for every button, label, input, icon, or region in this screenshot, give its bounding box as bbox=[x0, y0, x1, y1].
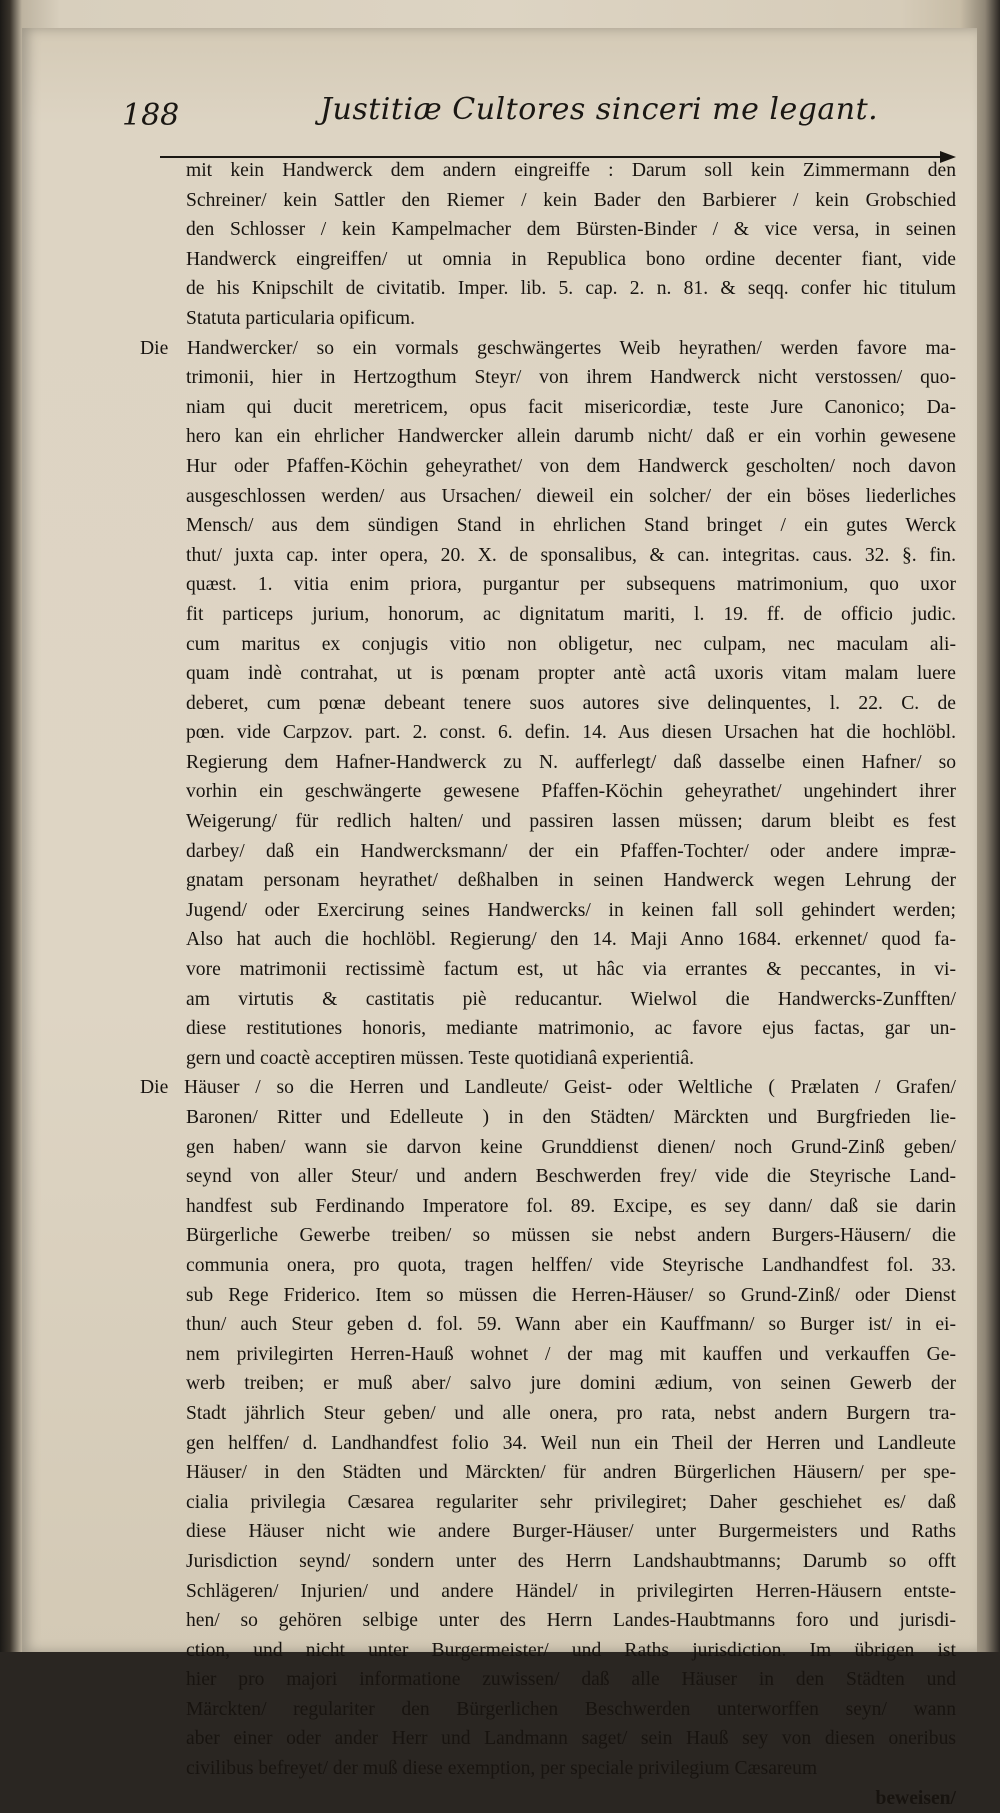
text-line: Weigerung/ für redlich halten/ und passiren lassen müssen; darum bleibt es fest bbox=[186, 811, 956, 833]
text-line: thut/ juxta cap. inter opera, 20. X. de sponsalibus, & can. integritas. caus. 32. §. fin. bbox=[186, 544, 956, 566]
text-line: Also hat auch die hochlöbl. Regierung/ den 14. Maji Anno 1684. erkennet/ quod fa- bbox=[186, 929, 956, 951]
text-line: diese restitutiones honoris, mediante matrimonio, ac favore ejus factas, gar un- bbox=[186, 1018, 956, 1040]
text-line: mit kein Handwerck dem andern eingreiffe : Darum soll kein Zimmermann den bbox=[186, 160, 956, 181]
text-line: fit particeps jurium, honorum, ac dignitatum mariti, l. 19. ff. de officio judic. bbox=[186, 603, 956, 625]
text-line: seynd von aller Steur/ und andern Beschwerden frey/ vide die Steyrische Land- bbox=[186, 1166, 956, 1188]
text-line: am virtutis & castitatis piè reducantur. Wielwol die Handwercks-Zunfften/ bbox=[186, 988, 956, 1010]
body-text bbox=[140, 156, 956, 1813]
text-line: handfest sub Ferdinando Imperatore fol. 89. Excipe, es sey dann/ daß sie darin bbox=[186, 1195, 956, 1217]
text-line: Märckten/ regulariter den Bürgerlichen Beschwerden unterworffen seyn/ wann bbox=[186, 1698, 956, 1720]
text-line: werb treiben; er muß aber/ salvo jure domini ædium, von seinen Gewerb der bbox=[186, 1373, 956, 1395]
text-line: den Schlosser / kein Kampelmacher dem Bürsten-Binder / & vice versa, in seinen bbox=[186, 219, 956, 241]
paragraph-continuation bbox=[140, 156, 956, 334]
text-line: Häuser/ in den Städten und Märckten/ für andren Bürgerlichen Häusern/ per spe- bbox=[186, 1462, 956, 1484]
text-line: diese Häuser nicht wie andere Burger-Häuser/ unter Burgermeisters und Raths bbox=[186, 1521, 956, 1543]
running-head-title: Justitiæ Cultores sinceri me legant. bbox=[320, 92, 879, 127]
book-page bbox=[22, 28, 977, 1809]
text-line: quæst. 1. vitia enim priora, purgantur per subsequens matrimonium, quo uxor bbox=[186, 574, 956, 596]
text-line: Schlägeren/ Injurien/ und andere Händel/ in privilegirten Herren-Häusern entste- bbox=[186, 1580, 956, 1602]
text-line: Hur oder Pfaffen-Köchin geheyrathet/ von dem Handwerck gescholten/ noch davon bbox=[186, 455, 956, 477]
text-line: pœn. vide Carpzov. part. 2. const. 6. defin. 14. Aus diesen Ursachen hat die hochlöbl. bbox=[186, 722, 956, 744]
text-line: trimonii, hier in Hertzogthum Steyr/ von ihrem Handwerck nicht verstossen/ quo- bbox=[186, 367, 956, 389]
text-line: cialia privilegia Cæsarea regulariter sehr privilegiret; Daher geschiehet es/ daß bbox=[186, 1491, 956, 1513]
text-line: hen/ so gehören selbige unter des Herrn Landes-Haubtmanns foro und jurisdi- bbox=[186, 1610, 956, 1632]
running-head bbox=[22, 28, 977, 168]
text-line: hero kan ein ehrlicher Handwercker allein darumb nicht/ daß er ein vorhin gewesene bbox=[186, 426, 956, 448]
text-line: Die Handwercker/ so ein vormals geschwängertes Weib heyrathen/ werden favore ma- bbox=[140, 337, 956, 359]
text-line: deberet, cum pœnæ debeant tenere suos autores sive delinquentes, l. 22. C. de bbox=[186, 692, 956, 714]
text-line: civilibus befreyet/ der muß diese exemption, per speciale privilegium Cæsareum bbox=[186, 1758, 818, 1780]
text-line: gern und coactè acceptiren müssen. Teste quotidianâ experientiâ. bbox=[186, 1047, 695, 1069]
text-line: Regierung dem Hafner-Handwerck zu N. aufferlegt/ daß dasselbe einen Hafner/ so bbox=[186, 751, 956, 773]
text-line: Statuta particularia opificum. bbox=[186, 307, 416, 329]
text-line: de his Knipschilt de civitatib. Imper. lib. 5. cap. 2. n. 81. & seqq. confer hic titulum bbox=[186, 278, 956, 300]
text-line: Stadt jährlich Steur geben/ und alle onera, pro rata, nebst andern Burgern tra- bbox=[186, 1402, 956, 1424]
text-line: Handwerck eingreiffen/ ut omnia in Republica bono ordine decenter fiant, vide bbox=[186, 248, 956, 270]
paragraph-haeuser bbox=[140, 1073, 956, 1783]
text-line: Bürgerliche Gewerbe treiben/ so müssen sie nebst andern Burgers-Häusern/ die bbox=[186, 1225, 956, 1247]
catchword: beweisen/ bbox=[875, 1787, 956, 1809]
text-line: communia onera, pro quota, tragen helffen/ vide Steyrische Landhandfest fol. 33. bbox=[186, 1254, 956, 1276]
text-line: quam indè contrahat, ut is pœnam propter antè actâ uxoris vitam malam luere bbox=[186, 663, 956, 685]
text-line: Schreiner/ kein Sattler den Riemer / kein Bader den Barbierer / kein Grobschied bbox=[186, 189, 956, 211]
text-line: ausgeschlossen werden/ aus Ursachen/ dieweil ein solcher/ der ein böses liederliches bbox=[186, 485, 956, 507]
text-line: thun/ auch Steur geben d. fol. 59. Wann aber ein Kauffmann/ so Burger ist/ in ei- bbox=[186, 1314, 956, 1336]
text-line: nem privilegirten Herren-Hauß wohnet / der mag mit kauffen und verkauffen Ge- bbox=[186, 1343, 956, 1365]
text-line: cum maritus ex conjugis vitio non obligetur, nec culpam, nec maculam ali- bbox=[186, 633, 956, 655]
text-line: hier pro majori informatione zuwissen/ daß alle Häuser in den Städten und bbox=[186, 1669, 956, 1691]
text-line: sub Rege Friderico. Item so müssen die Herren-Häuser/ so Grund-Zinß/ oder Dienst bbox=[186, 1284, 956, 1306]
text-line: Jugend/ oder Exercirung seines Handwercks/ in keinen fall soll gehindert werden; bbox=[186, 899, 956, 921]
text-line: Jurisdiction seynd/ sondern unter des Herrn Landshaubtmanns; Darumb so offt bbox=[186, 1550, 956, 1572]
text-line: vore matrimonii rectissimè factum est, ut hâc via errantes & peccantes, in vi- bbox=[186, 959, 956, 981]
text-line: gnatam personam heyrathet/ deßhalben in seinen Handwerck wegen Lehrung der bbox=[186, 870, 956, 892]
text-line: Mensch/ aus dem sündigen Stand in ehrlichen Stand bringet / ein gutes Werck bbox=[186, 515, 956, 537]
paragraph-handwercker bbox=[140, 334, 956, 1074]
text-line: niam qui ducit meretricem, opus facit misericordiæ, teste Jure Canonico; Da- bbox=[186, 396, 956, 418]
text-line: gen helffen/ d. Landhandfest folio 34. Weil nun ein Theil der Herren und Landleute bbox=[186, 1432, 956, 1454]
text-line: aber einer oder ander Herr und Landmann saget/ sein Hauß sey von diesen oneribus bbox=[186, 1728, 956, 1750]
page-number: 188 bbox=[122, 98, 180, 133]
text-line: Die Häuser / so die Herren und Landleute/ Geist- oder Weltliche ( Prælaten / Grafen/ bbox=[140, 1077, 956, 1099]
text-line: vorhin ein geschwängerte gewesene Pfaffen-Köchin geheyrathet/ ungehindert ihrer bbox=[186, 781, 956, 803]
text-line: ction, und nicht unter Burgermeister/ und Raths jurisdiction. Im übrigen ist bbox=[186, 1639, 956, 1661]
text-line: gen haben/ wann sie darvon keine Grunddienst dienen/ noch Grund-Zinß geben/ bbox=[186, 1136, 956, 1158]
text-line: darbey/ daß ein Handwercksmann/ der ein Pfaffen-Tochter/ oder andere impræ- bbox=[186, 840, 956, 862]
text-line: Baronen/ Ritter und Edelleute ) in den Städten/ Märckten und Burgfrieden lie- bbox=[186, 1107, 956, 1128]
